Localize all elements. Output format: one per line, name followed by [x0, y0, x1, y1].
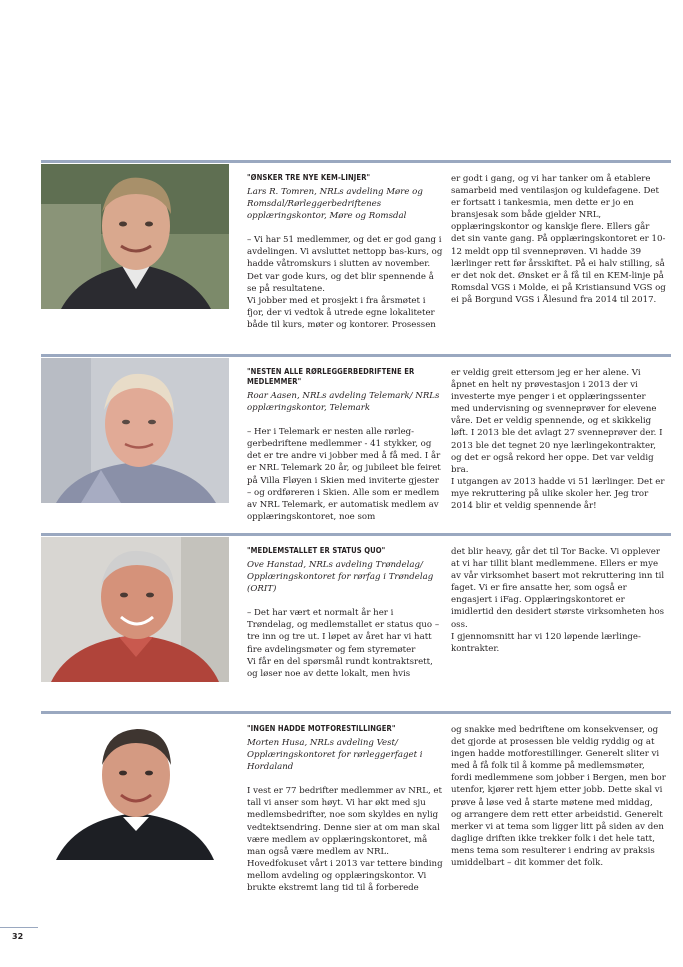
byline: Ove Hanstad, NRLs avdeling Trøndelag/ Opplæringskontoret for rørfag i Trøndelag (ORIT)	[247, 560, 434, 595]
footer-line	[0, 927, 38, 928]
byline: Morten Husa, NRLs avdeling Vest/ Opplæringskontoret for rørleggerfaget i Hordaland	[247, 738, 423, 773]
body-text: – Her i Telemark er nesten alle rørleggerbedriftene medlemmer - 41 stykker, og det er tre andre vi jobber med å få med. I år er NRL Telemark 20 år, og jubileet ble feiret på Villa Fløyen i Skien med inviterte gjester – og ordføreren i Skien. Alle som er medlem av NRL Telemark, er automatisk medlem av opplæringskontoret, noe som	[247, 427, 441, 522]
body-text: – Vi har 51 medlemmer, og det er god gang i avdelingen. Vi avsluttet nettopp bas-kurs, og hadde våtromskurs i slutten av november. Det var gode kurs, og det blir spennende å se på resultatene. Vi jobber med et prosjekt i fra årsmøtet i fjor, der vi vedtok å utrede egne lokaliteter både til kurs, møter og kontorer. Prosessen	[247, 235, 443, 330]
byline: Lars R. Tomren, NRLs avdeling Møre og Romsdal/Rørleggerbedriftenes opplæringskontor, Møre og Romsdal	[247, 187, 423, 222]
portrait-photo	[41, 164, 229, 309]
body-text: det blir heavy, går det til Tor Backe. Vi opplever at vi har tillit blant medlemmene. Ellers er mye av vår virksomhet basert mot rekruttering inn til faget. Vi er fire ansatte her, som også er engasjert i iFag. Opplæringskontoret er imidlertid den desidert største virksomheten hos oss. I gjennomsnitt har vi 120 løpende lærlingekontrakter.	[451, 547, 665, 654]
article-heading: "ØNSKER TRE NYE KEM-LINJER"	[247, 173, 371, 182]
column-left	[247, 367, 443, 523]
article-heading: "INGEN HADDE MOTFORESTILLINGER"	[247, 724, 396, 733]
article-heading: "MEDLEMSTALLET ER STATUS QUO"	[247, 546, 386, 555]
body-text: er veldig greit ettersom jeg er her alene. Vi åpnet en helt ny prøvestasjon i 2013 der vi investerte mye penger i et opplæringssenter med undervisning og svenneprøver for elevene våre. Det er veldig spennende, og et skikkelig løft. I 2013 ble det avlagt 27 svenneprøver der. I 2013 ble det tegnet 20 nye lærlingekontrakter, og det er også rekord her oppe. Det var veldig bra. I utgangen av 2013 hadde vi 51 lærlinger. Det er mye rekruttering på ulike skoler her. Jeg tror 2014 blir et veldig spennende år!	[451, 368, 665, 512]
body-text: er godt i gang, og vi har tanker om å etablere samarbeid med ventilasjon og kuldefagene. Det er fortsatt i tankesmia, men dette er jo en bransjesak som både gjelder NRL, opplæringskontor og kanskje flere. Ellers går det sin vante gang. På opplæringskontoret er 10-12 meldt opp til svenneprøven. Vi hadde 39 lærlinger rett før årsskiftet. På ei halv stilling, så er det nok det. Ønsket er å få til en KEM-linje på Romsdal VGS i Molde, ei på Kristiansund VGS og ei på Borgund VGS i Ålesund fra 2014 til 2017.	[451, 174, 666, 305]
page-number: 32	[12, 932, 24, 941]
portrait-photo	[41, 358, 229, 503]
byline: Roar Aasen, NRLs avdeling Telemark/ NRLs opplæringskontor, Telemark	[247, 391, 440, 414]
divider-line	[41, 533, 671, 536]
column-left	[247, 546, 443, 680]
divider-line	[41, 711, 671, 714]
divider-line	[41, 354, 671, 357]
column-left	[247, 173, 443, 331]
body-text: I vest er 77 bedrifter medlemmer av NRL, et tall vi anser som høyt. Vi har økt med sju medlemsbedrifter, noe som skyldes en nylig vedtektsendring. Denne sier at om man skal være medlem av opplæringskontoret, må man også være medlem av NRL. Hovedfokuset vårt i 2013 var tettere binding mellom avdeling og opplæringskontor. Vi brukte ekstremt lang tid til å forberede	[247, 786, 443, 894]
column-left	[247, 724, 443, 894]
portrait-photo	[41, 537, 229, 682]
divider-line	[41, 160, 671, 163]
body-text: og snakke med bedriftene om konsekvenser, og det gjorde at prosessen ble veldig ryddig og at ingen hadde motforestillinger. Generelt sliter vi med å få folk til å komme på medlemsmøter, fordi medlemmene som jobber i Bergen, men bor utenfor, kjører rett hjem etter jobb. Dette skal vi prøve å løse ved å starte møtene med middag, og arrangere dem rett etter arbeidstid. Generelt merker vi at tema som ligger litt på siden av den daglige driften ikke trekker folk i det hele tatt, mens tema som resulterer i endring av praksis umiddelbart – dit kommer det folk.	[451, 725, 666, 869]
portrait-photo	[41, 715, 229, 860]
column-right	[451, 546, 666, 655]
column-right	[451, 367, 666, 512]
column-right	[451, 173, 666, 306]
article-heading: "NESTEN ALLE RØRLEGGERBEDRIFTENE ER MEDLEMMER"	[247, 367, 415, 386]
column-right	[451, 724, 666, 869]
body-text: – Det har vært et normalt år her i Trøndelag, og medlemstallet er status quo – tre inn og tre ut. I løpet av året har vi hatt fire avdelingsmøter og fem styremøter Vi får en del spørsmål rundt kontraktsrett, og løser noe av dette lokalt, men hvis	[247, 608, 440, 679]
